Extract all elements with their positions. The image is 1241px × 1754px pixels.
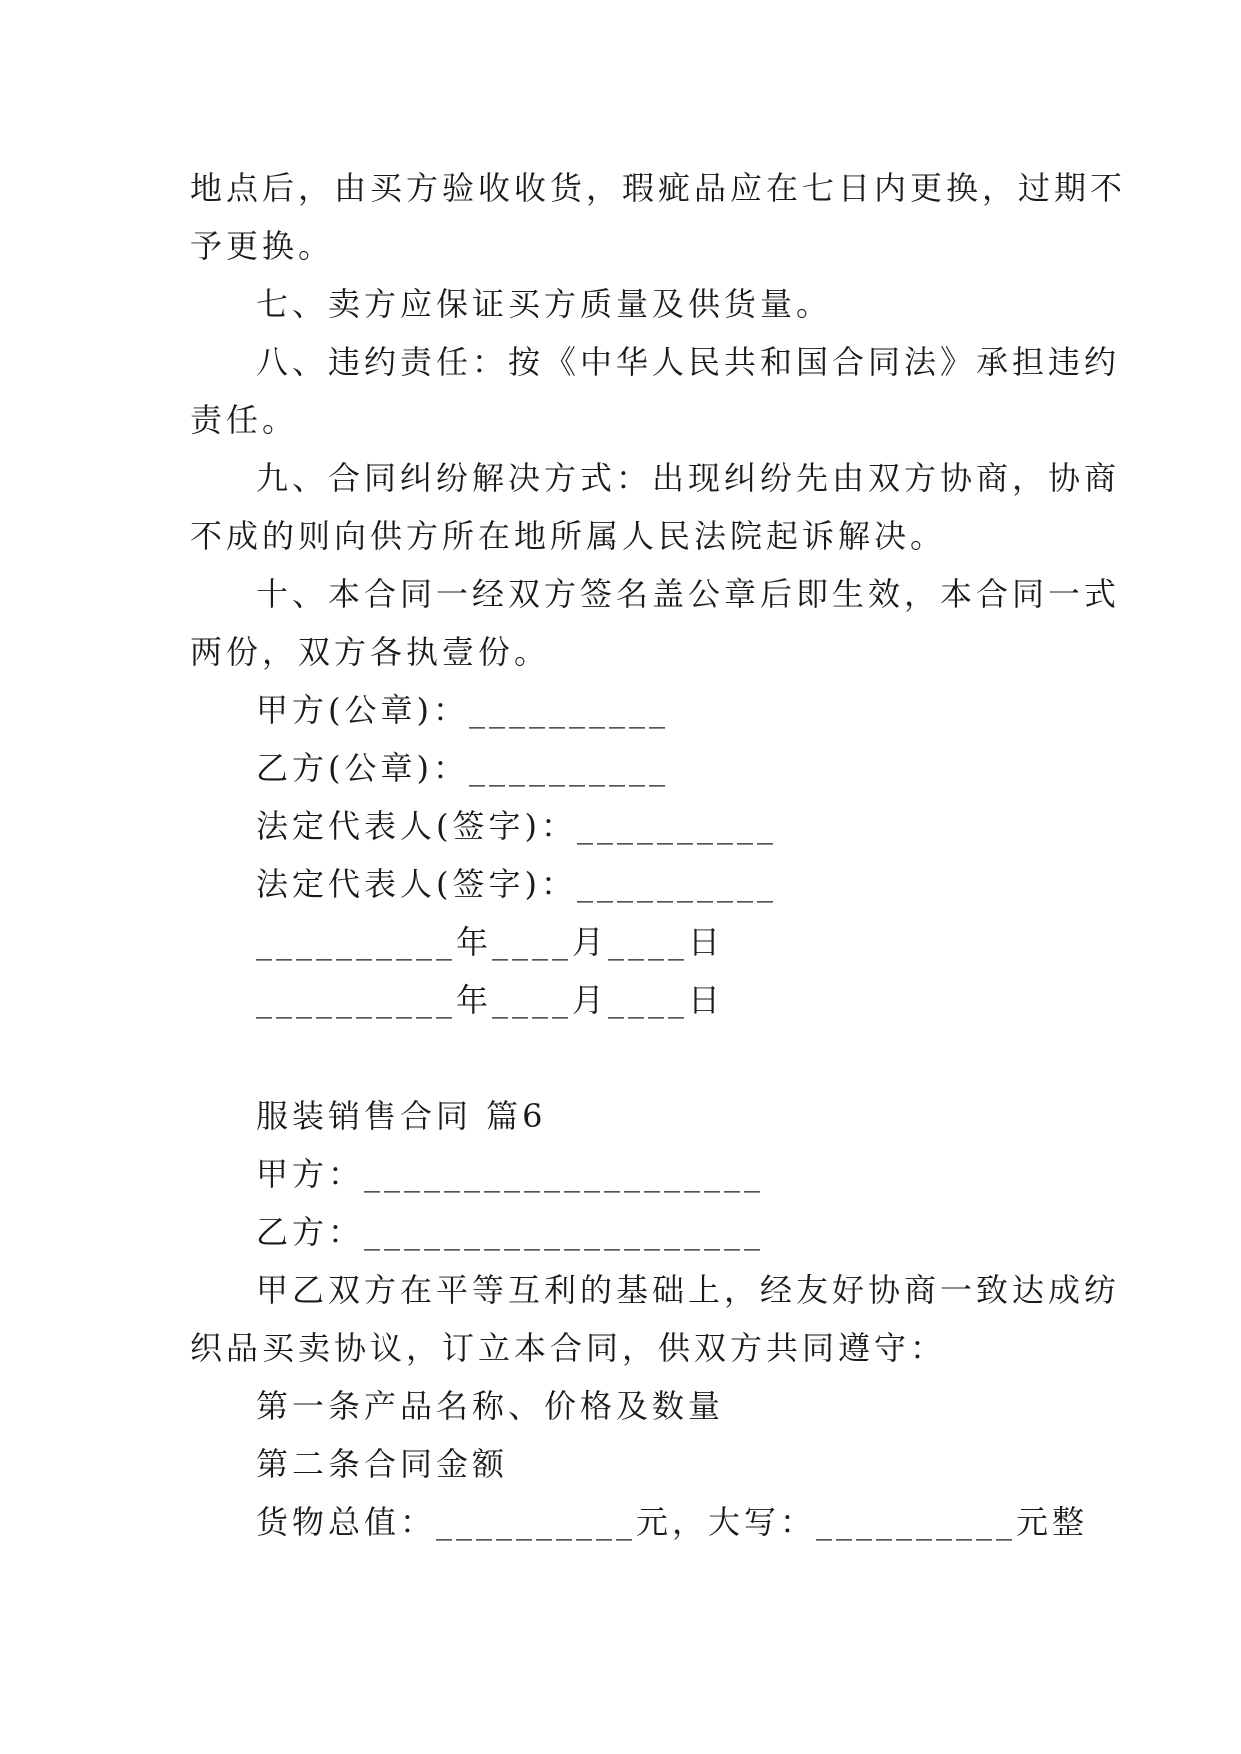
clause-eight: 八、违约责任：按《中华人民共和国合同法》承担违约 <box>256 343 1121 381</box>
intro-paragraph: 甲乙双方在平等互利的基础上，经友好协商一致达成纺 <box>256 1271 1121 1309</box>
article-two: 第二条合同金额 <box>256 1445 509 1483</box>
party-a-seal-line: 甲方(公章)：__________ <box>256 691 669 729</box>
party-a-line: 甲方：____________________ <box>256 1155 765 1193</box>
date-line: __________年____月____日 <box>256 981 725 1019</box>
article-one: 第一条产品名称、价格及数量 <box>256 1387 725 1425</box>
paragraph-six-end: 予更换。 <box>190 227 335 265</box>
party-b-seal-line: 乙方(公章)：__________ <box>256 749 669 787</box>
legal-rep-signature-line: 法定代表人(签字)：__________ <box>256 865 777 903</box>
clause-seven: 七、卖方应保证买方质量及供货量。 <box>256 285 833 323</box>
clause-nine: 九、合同纠纷解决方式：出现纠纷先由双方协商，协商 <box>256 459 1121 497</box>
intro-paragraph-end: 织品买卖协议，订立本合同，供双方共同遵守： <box>190 1329 947 1367</box>
total-value-line: 货物总值：__________元，大写：__________元整 <box>256 1503 1089 1541</box>
clause-ten: 十、本合同一经双方签名盖公章后即生效，本合同一式 <box>256 575 1121 613</box>
section-title: 服装销售合同 篇6 <box>256 1097 547 1135</box>
clause-nine-end: 不成的则向供方所在地所属人民法院起诉解决。 <box>190 517 947 555</box>
clause-eight-end: 责任。 <box>190 401 299 439</box>
party-b-line: 乙方：____________________ <box>256 1213 765 1251</box>
clause-ten-end: 两份，双方各执壹份。 <box>190 633 551 671</box>
legal-rep-signature-line: 法定代表人(签字)：__________ <box>256 807 777 845</box>
paragraph-six-continued: 地点后，由买方验收收货，瑕疵品应在七日内更换，过期不 <box>190 169 1127 207</box>
date-line: __________年____月____日 <box>256 923 725 961</box>
